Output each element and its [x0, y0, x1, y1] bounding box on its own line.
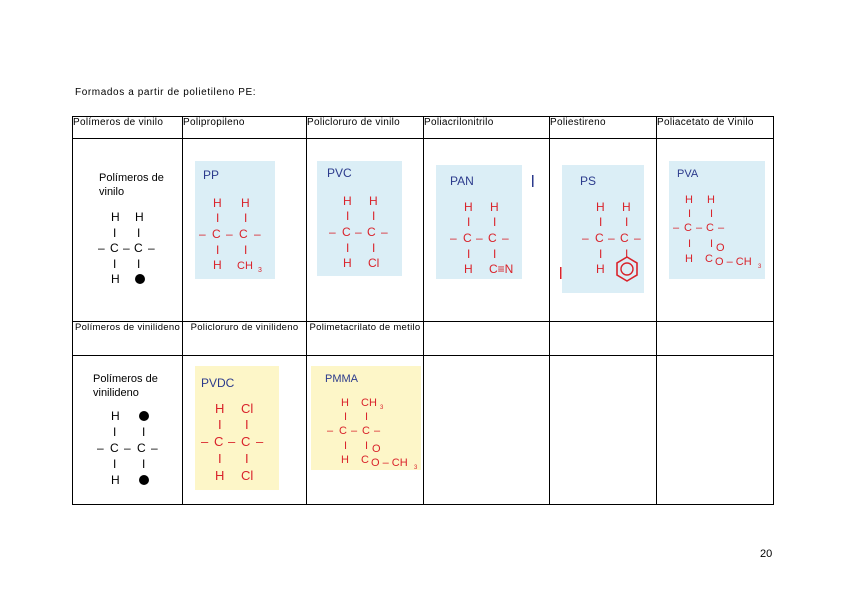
header-cell: Poliacrilonitrilo — [424, 117, 550, 139]
atom-c: C — [706, 222, 714, 234]
polymer-table — [72, 116, 774, 505]
subscript: 3 — [380, 405, 384, 411]
atom-c: C — [214, 434, 224, 449]
label-cell: Policloruro de vinilideno — [183, 322, 307, 356]
label-cell — [550, 322, 657, 356]
bond-vertical: I — [688, 238, 692, 250]
pvdc-structure — [195, 366, 279, 491]
atom-c: C — [110, 241, 119, 255]
atom-cl: Cl — [368, 256, 380, 270]
bond-dash: – — [228, 434, 236, 449]
header-row — [73, 117, 774, 139]
substituent-dot — [139, 475, 149, 485]
bond-dash: – — [148, 241, 155, 255]
vinyl-title-line2: vinilo — [99, 186, 125, 198]
pan-label: PAN — [450, 174, 474, 188]
bond-vertical: I — [137, 257, 141, 271]
atom-c: C — [110, 441, 119, 455]
bond-dash: – — [199, 227, 206, 241]
atom-h: H — [685, 253, 693, 265]
bond-vertical: I — [218, 451, 222, 466]
cell-pp — [183, 139, 307, 322]
pva-structure — [669, 161, 765, 281]
atom-o: O — [372, 443, 381, 455]
bond-dash: – — [254, 227, 261, 241]
bond-vertical: I — [625, 247, 629, 261]
atom-h: H — [596, 200, 605, 214]
bond-vertical: I — [688, 208, 692, 220]
atom-c: C — [339, 425, 347, 437]
atom-h: H — [111, 473, 120, 487]
atom-c: C — [620, 231, 629, 245]
bond-vertical: I — [493, 247, 497, 261]
bond-dash: – — [123, 241, 130, 255]
bond-vertical: I — [113, 257, 117, 271]
bond-dash: – — [256, 434, 264, 449]
cell-pvdc — [183, 356, 307, 505]
bond-dash: – — [351, 425, 358, 437]
bond-vertical: I — [244, 211, 248, 225]
bond-vertical: I — [113, 226, 117, 240]
empty-cell — [550, 356, 657, 505]
bond-vertical: I — [710, 238, 714, 250]
atom-h: H — [490, 200, 499, 214]
bond-dash: – — [201, 434, 209, 449]
structures-row-2 — [73, 356, 774, 505]
bond-vertical: I — [218, 417, 222, 432]
bond-vertical: I — [467, 247, 471, 261]
bond-dash: – — [718, 222, 725, 234]
page-number: 20 — [760, 548, 773, 560]
atom-c: C — [241, 434, 251, 449]
atom-h: H — [213, 258, 222, 272]
label-cell — [657, 322, 774, 356]
atom-c: C — [488, 231, 497, 245]
atom-h: H — [622, 200, 631, 214]
vinylidene-structure — [81, 368, 176, 493]
bond-dash: – — [329, 225, 336, 239]
atom-c: C — [463, 231, 472, 245]
atom-h: H — [464, 262, 473, 276]
bond-dash: – — [374, 425, 381, 437]
atom-h: H — [596, 262, 605, 276]
empty-cell — [657, 356, 774, 505]
label-row — [73, 322, 774, 356]
bond-vertical: I — [344, 411, 348, 423]
atom-c: C — [684, 222, 692, 234]
atom-h: H — [341, 454, 349, 466]
cell-vinyl — [73, 139, 183, 322]
bond-dash: – — [696, 222, 703, 234]
bond-dash: – — [124, 441, 131, 455]
bond-dash: – — [226, 227, 233, 241]
bond-vertical: I — [113, 457, 117, 471]
atom-h: H — [215, 401, 225, 416]
bond-dash: – — [327, 425, 334, 437]
atom-c: C — [342, 225, 351, 239]
bond-vertical: I — [372, 209, 376, 223]
atom-c: C — [239, 227, 248, 241]
atom-h: H — [707, 194, 715, 206]
bond-dash: – — [98, 241, 105, 255]
pva-label: PVA — [677, 168, 699, 180]
structures-row-1 — [73, 139, 774, 322]
header-cell: Polímeros de vinilo — [73, 117, 183, 139]
atom-cl: Cl — [241, 468, 254, 483]
bond-vertical: I — [216, 211, 220, 225]
bond-dash: – — [97, 441, 104, 455]
atom-c: C — [705, 253, 713, 265]
vinyl-structure — [81, 167, 176, 287]
atom-c: C — [212, 227, 221, 241]
atom-h: H — [343, 256, 352, 270]
atom-c: C — [361, 454, 369, 466]
bond-vertical: I — [245, 451, 249, 466]
pmma-label: PMMA — [325, 373, 358, 385]
atom-h: H — [685, 194, 693, 206]
bond-vertical: I — [365, 411, 369, 423]
vinylidene-title-line1: Polímeros de — [93, 373, 158, 385]
atom-c: C — [362, 425, 370, 437]
atom-h: H — [135, 210, 144, 224]
substituent-dot — [135, 274, 145, 284]
header-cell: Poliestireno — [550, 117, 657, 139]
group-ch3: CH — [361, 397, 377, 409]
atom-h: H — [369, 194, 378, 208]
atom-cl: Cl — [241, 401, 254, 416]
header-cell: Poliacetato de Vinilo — [657, 117, 774, 139]
bond-dash: – — [476, 231, 483, 245]
intro-text: Formados a partir de polietileno PE: — [75, 87, 257, 98]
cell-pvc — [307, 139, 424, 322]
bond-dash: – — [608, 231, 615, 245]
bond-vertical: I — [346, 241, 350, 255]
bond-vertical: I — [599, 215, 603, 229]
pmma-structure — [311, 366, 421, 476]
empty-cell — [424, 356, 550, 505]
bond-vertical: I — [244, 243, 248, 257]
bond-vertical: I — [142, 457, 146, 471]
atom-h: H — [111, 210, 120, 224]
bond-dash: – — [673, 222, 680, 234]
header-cell: Polipropileno — [183, 117, 307, 139]
pp-label: PP — [203, 168, 220, 182]
bond-vertical: I — [245, 417, 249, 432]
bond-dash: – — [502, 231, 509, 245]
pan-structure — [436, 165, 536, 280]
bond-vertical: I — [372, 241, 376, 255]
bond-vertical: I — [467, 215, 471, 229]
bond-vertical: I — [137, 226, 141, 240]
ps-structure — [550, 165, 657, 293]
label-cell: Polímeros de vinilideno — [73, 322, 183, 356]
atom-c: C — [595, 231, 604, 245]
subscript: 3 — [758, 264, 762, 270]
atom-h: H — [343, 194, 352, 208]
bond-vertical: I — [113, 425, 117, 439]
label-cell: Polimetacrilato de metilo — [307, 322, 424, 356]
atom-h: H — [215, 468, 225, 483]
pvc-structure — [317, 161, 402, 281]
bond-vertical: I — [216, 243, 220, 257]
atom-h: H — [213, 196, 222, 210]
atom-o: O — [716, 242, 725, 254]
cell-pva — [657, 139, 774, 322]
vinylidene-title-line2: vinilideno — [93, 387, 139, 399]
atom-c: C — [134, 241, 143, 255]
bond-dash: – — [381, 225, 388, 239]
bond-vertical: I — [710, 208, 714, 220]
atom-h: H — [111, 272, 120, 286]
atom-h: H — [341, 397, 349, 409]
bond-dash: – — [582, 231, 589, 245]
subscript: 3 — [258, 267, 262, 274]
bond-dash: – — [355, 225, 362, 239]
ps-label: PS — [580, 174, 597, 188]
bond-vertical: I — [599, 247, 603, 261]
cell-pan — [424, 139, 550, 322]
bond-vertical: I — [365, 440, 369, 452]
pvc-label: PVC — [327, 166, 352, 180]
bond-vertical: I — [142, 425, 146, 439]
pp-structure — [195, 161, 275, 281]
cell-pmma — [307, 356, 424, 505]
pvdc-label: PVDC — [201, 376, 235, 390]
bond-dash: – — [151, 441, 158, 455]
atom-h: H — [464, 200, 473, 214]
vinyl-title-line1: Polímeros de — [99, 172, 164, 184]
atom-c: C — [367, 225, 376, 239]
label-cell — [424, 322, 550, 356]
group-och3: O – CH — [715, 256, 752, 268]
header-cell: Policloruro de vinilo — [307, 117, 424, 139]
bond-dash: – — [634, 231, 641, 245]
bond-vertical: I — [625, 215, 629, 229]
atom-c: C — [137, 441, 146, 455]
bond-vertical: I — [344, 440, 348, 452]
group-ch3: CH — [237, 260, 253, 272]
bond-dash: – — [450, 231, 457, 245]
group-cn: C≡N — [489, 262, 514, 276]
bond-vertical: I — [346, 209, 350, 223]
cell-ps — [550, 139, 657, 322]
bond-vertical: I — [493, 215, 497, 229]
cell-vinylidene — [73, 356, 183, 505]
group-och3: O – CH — [371, 457, 408, 469]
subscript: 3 — [414, 465, 418, 471]
atom-h: H — [241, 196, 250, 210]
atom-h: H — [111, 409, 120, 423]
substituent-dot — [139, 411, 149, 421]
